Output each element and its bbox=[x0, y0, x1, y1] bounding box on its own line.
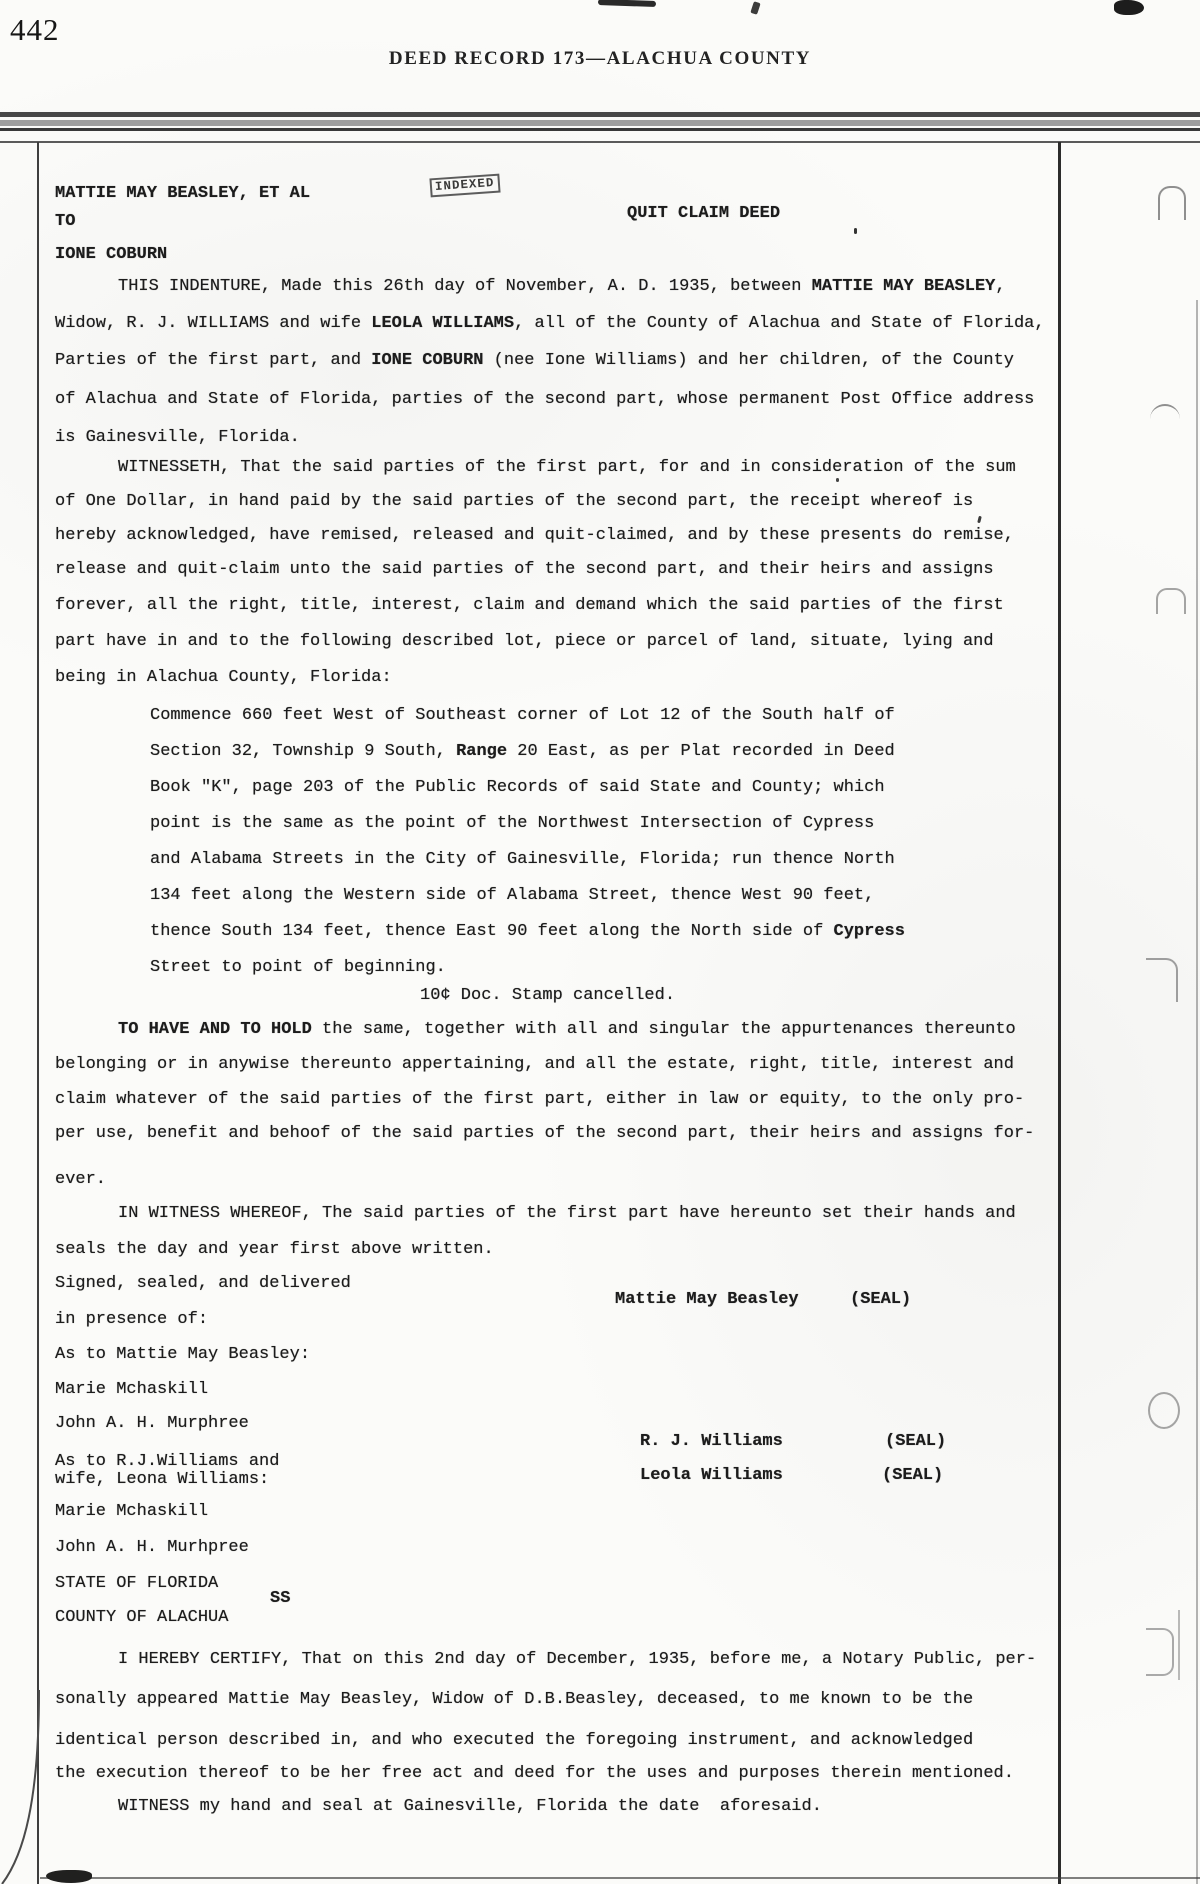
document-line: the execution thereof to be her free act and deed for the uses and purposes therein mentioned. bbox=[55, 1764, 1014, 1783]
document-line: Signed, sealed, and delivered bbox=[55, 1274, 351, 1293]
document-line: Leola Williams bbox=[640, 1466, 783, 1485]
document-line: of One Dollar, in hand paid by the said parties of the second part, the receipt whereof is bbox=[55, 492, 974, 511]
document-line: MATTIE MAY BEASLEY, ET AL bbox=[55, 184, 311, 203]
record-box-left-border bbox=[37, 142, 39, 1884]
header-rule-middle bbox=[0, 120, 1200, 126]
document-line: R. J. Williams bbox=[640, 1432, 783, 1451]
record-box-right-border bbox=[1058, 142, 1061, 1884]
document-line: SS bbox=[270, 1589, 291, 1608]
document-line: point is the same as the point of the Northwest Intersection of Cypress bbox=[150, 814, 875, 833]
scan-speck bbox=[854, 228, 857, 234]
document-line: release and quit-claim unto the said parties of the second part, and their heirs and assigns bbox=[55, 560, 994, 579]
document-line: Parties of the first part, and IONE COBURN (nee Ione Williams) and her children, of the County bbox=[55, 351, 1014, 370]
document-line: Section 32, Township 9 South, Range 20 East, as per Plat recorded in Deed bbox=[150, 742, 895, 761]
document-line: identical person described in, and who executed the foregoing instrument, and acknowledged bbox=[55, 1731, 974, 1750]
document-line: wife, Leona Williams: bbox=[55, 1470, 270, 1489]
document-line: I HEREBY CERTIFY, That on this 2nd day of December, 1935, before me, a Notary Public, per- bbox=[118, 1650, 1037, 1669]
document-line: is Gainesville, Florida. bbox=[55, 428, 300, 447]
document-line: thence South 134 feet, thence East 90 feet along the North side of Cypress bbox=[150, 922, 905, 941]
document-line: John A. H. Murphree bbox=[55, 1414, 249, 1433]
scan-speck bbox=[1114, 0, 1144, 15]
document-line: claim whatever of the said parties of the first part, either in law or equity, to the only pro- bbox=[55, 1090, 1025, 1109]
document-line: John A. H. Murhpree bbox=[55, 1538, 249, 1557]
document-line: in presence of: bbox=[55, 1310, 209, 1329]
document-line: and Alabama Streets in the City of Gainesville, Florida; run thence North bbox=[150, 850, 895, 869]
document-line: sonally appeared Mattie May Beasley, Widow of D.B.Beasley, deceased, to me known to be the bbox=[55, 1690, 974, 1709]
header-rule-bottom bbox=[0, 128, 1200, 131]
document-line: being in Alachua County, Florida: bbox=[55, 668, 392, 687]
document-line: WITNESSETH, That the said parties of the first part, for and in consideration of the sum bbox=[118, 458, 1016, 477]
document-line: Marie Mchaskill bbox=[55, 1502, 209, 1521]
scan-bottom-edge bbox=[40, 1877, 1200, 1879]
binding-mark bbox=[1146, 958, 1178, 1002]
document-line: hereby acknowledged, have remised, released and quit-claimed, and by these presents do remise, bbox=[55, 526, 1014, 545]
document-line: TO HAVE AND TO HOLD the same, together with all and singular the appurtenances thereunto bbox=[118, 1020, 1016, 1039]
document-line: Mattie May Beasley bbox=[615, 1290, 799, 1309]
binding-mark bbox=[1150, 404, 1180, 420]
document-line: TO bbox=[55, 212, 76, 231]
document-line: part have in and to the following described lot, piece or parcel of land, situate, lying and bbox=[55, 632, 994, 651]
document-line: STATE OF FLORIDA bbox=[55, 1574, 219, 1593]
document-line: Book "K", page 203 of the Public Records of said State and County; which bbox=[150, 778, 885, 797]
scan-right-edge bbox=[1196, 300, 1198, 1884]
page-number: 442 bbox=[10, 12, 60, 47]
binding-mark bbox=[1146, 1628, 1174, 1676]
document-line: (SEAL) bbox=[885, 1432, 947, 1451]
binding-mark bbox=[1178, 1610, 1180, 1680]
document-line: COUNTY OF ALACHUA bbox=[55, 1608, 229, 1627]
binding-mark bbox=[1148, 1392, 1180, 1429]
document-line: per use, benefit and behoof of the said parties of the second part, their heirs and assigns for- bbox=[55, 1124, 1035, 1143]
document-line: Commence 660 feet West of Southeast corner of Lot 12 of the South half of bbox=[150, 706, 895, 725]
scan-speck bbox=[836, 478, 839, 482]
document-line: 134 feet along the Western side of Alabama Street, thence West 90 feet, bbox=[150, 886, 875, 905]
document-line: IONE COBURN bbox=[55, 245, 168, 264]
document-line: WITNESS my hand and seal at Gainesville, Florida the date aforesaid. bbox=[118, 1797, 822, 1816]
document-line: seals the day and year first above written. bbox=[55, 1240, 494, 1259]
document-line: belonging or in anywise thereunto appertaining, and all the estate, right, title, interest and bbox=[55, 1055, 1014, 1074]
running-header: DEED RECORD 173—ALACHUA COUNTY bbox=[388, 48, 812, 69]
scan-speck bbox=[977, 516, 982, 524]
page-curl-line bbox=[0, 1690, 60, 1884]
document-line: ever. bbox=[55, 1170, 107, 1189]
document-line: (SEAL) bbox=[882, 1466, 944, 1485]
binding-mark bbox=[1156, 588, 1186, 614]
document-line: QUIT CLAIM DEED bbox=[627, 204, 781, 223]
document-line: Street to point of beginning. bbox=[150, 958, 446, 977]
scan-speck bbox=[750, 1, 760, 15]
document-line: THIS INDENTURE, Made this 26th day of November, A. D. 1935, between MATTIE MAY BEASLEY, bbox=[118, 277, 1006, 296]
document-line: IN WITNESS WHEREOF, The said parties of the first part have hereunto set their hands and bbox=[118, 1204, 1016, 1223]
scan-speck bbox=[598, 0, 656, 7]
record-box-top-rule bbox=[0, 141, 1200, 143]
document-line: of Alachua and State of Florida, parties of the second part, whose permanent Post Office address bbox=[55, 390, 1035, 409]
document-line: Widow, R. J. WILLIAMS and wife LEOLA WILLIAMS, all of the County of Alachua and State of Florida, bbox=[55, 314, 1045, 333]
indexed-stamp: INDEXED bbox=[429, 174, 500, 198]
header-rule-top bbox=[0, 112, 1200, 117]
document-line: 10¢ Doc. Stamp cancelled. bbox=[420, 986, 676, 1005]
document-line: As to R.J.Williams and bbox=[55, 1452, 280, 1471]
document-line: forever, all the right, title, interest, claim and demand which the said parties of the first bbox=[55, 596, 1004, 615]
document-line: As to Mattie May Beasley: bbox=[55, 1345, 311, 1364]
document-line: (SEAL) bbox=[850, 1290, 912, 1309]
document-line: Marie Mchaskill bbox=[55, 1380, 209, 1399]
binding-mark bbox=[1158, 186, 1186, 220]
